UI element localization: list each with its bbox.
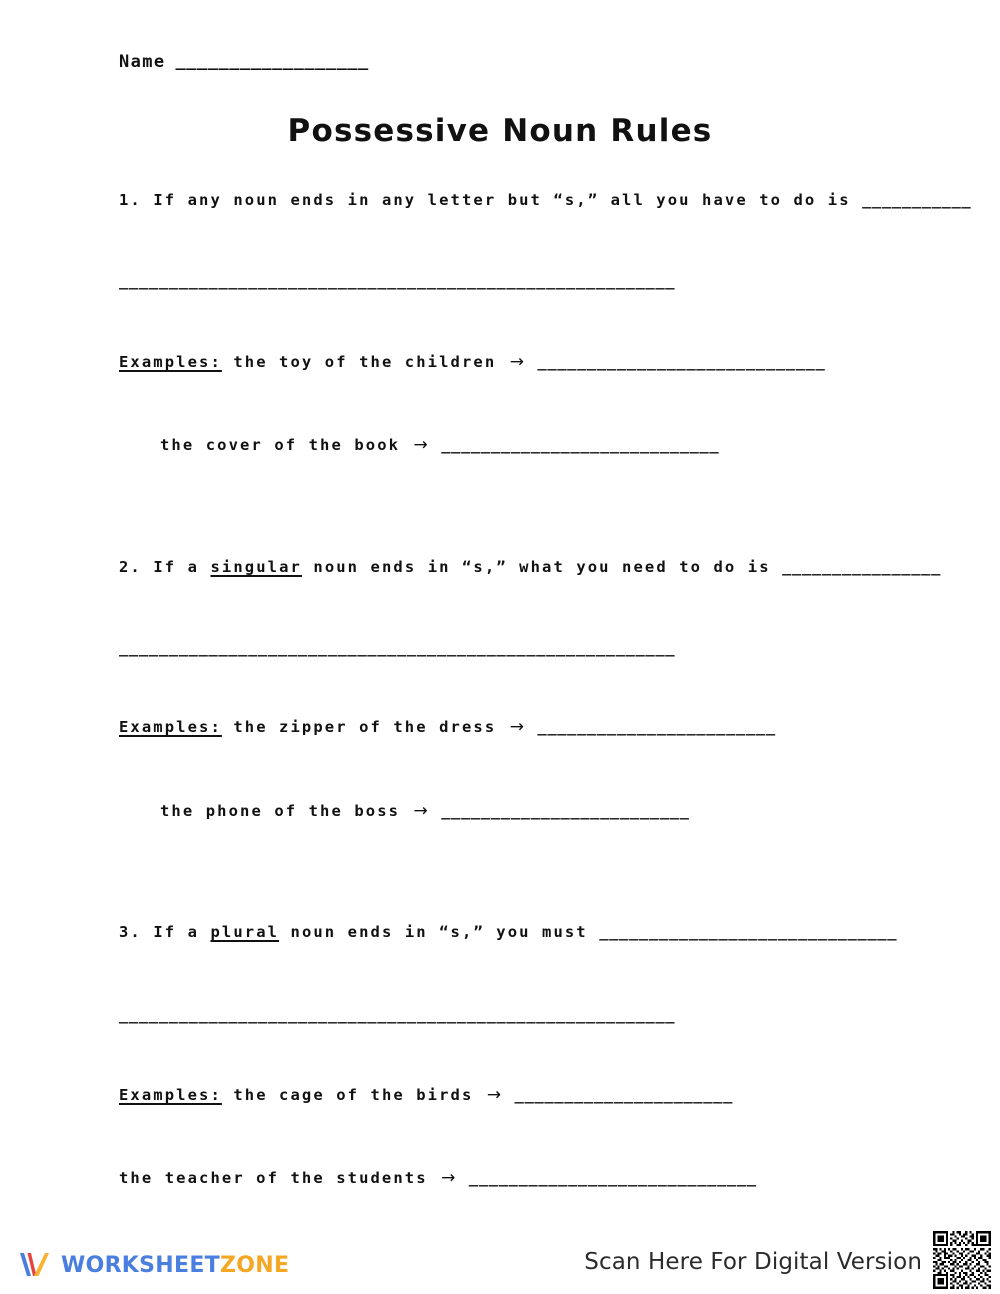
arrow-right-icon: → [413,435,428,455]
rule-1-number: 1. [119,191,142,209]
rule-2-examples-label: Examples: [119,718,222,736]
logo-text-worksheet: WORKSHEET [61,1252,220,1278]
arrow-right-icon: → [509,717,524,737]
rule-1-blank[interactable]: ___________ [862,191,972,209]
name-field-row [119,52,369,72]
rule-2-answer-line[interactable]: ________________________________________________________ [119,639,676,657]
rule-2-example-1 [119,717,776,737]
rule-1-statement [119,191,971,210]
name-input-blank[interactable]: __________________ [175,51,369,71]
rule-2-example-1-blank[interactable]: ________________________ [537,718,776,736]
logo-text-zone: ZONE [219,1252,290,1278]
rule-3-example-2-prompt: the teacher of the students [119,1169,428,1187]
rule-2-example-1-prompt: the zipper of the dress [233,718,497,736]
rule-3-text-after: noun ends in “s,” you must [290,923,588,941]
rule-3-examples-label: Examples: [119,1086,222,1104]
rule-3-blank[interactable]: ______________________________ [599,923,898,941]
rule-1-example-1-prompt: the toy of the children [233,353,497,371]
rule-2-text-after: noun ends in “s,” what you need to do is [313,558,771,576]
rule-2-example-2 [160,801,690,821]
scan-here-label: Scan Here For Digital Version [584,1249,922,1275]
rule-3-statement [119,923,897,942]
rule-2-text-before: If a [153,558,200,576]
rule-2-number: 2. [119,558,142,576]
rule-1-example-2-prompt: the cover of the book [160,436,401,454]
arrow-right-icon: → [509,352,524,372]
rule-3-example-1 [119,1085,733,1105]
arrow-right-icon: → [441,1168,456,1188]
qr-code[interactable] [931,1229,993,1291]
worksheet-zone-logo-mark-icon [18,1250,52,1280]
worksheet-zone-logo-text [61,1253,289,1278]
rule-3-answer-line[interactable]: ________________________________________________________ [119,1006,676,1024]
rule-2-example-2-blank[interactable]: _________________________ [441,802,690,820]
rule-1-examples-label: Examples: [119,353,222,371]
rule-1-example-1-blank[interactable]: _____________________________ [537,353,826,371]
rule-3-example-2 [119,1168,757,1188]
rule-2-emphasis: singular [210,558,302,576]
rule-3-example-1-prompt: the cage of the birds [233,1086,474,1104]
rule-1-text: If any noun ends in any letter but “s,” all you have to do is [153,191,851,209]
arrow-right-icon: → [486,1085,502,1105]
rule-3-emphasis: plural [210,923,280,941]
worksheet-zone-logo[interactable] [18,1250,289,1280]
name-label: Name [119,52,166,72]
rule-3-number: 3. [119,923,142,941]
rule-1-example-2 [160,435,719,455]
rule-1-example-2-blank[interactable]: ____________________________ [441,436,720,454]
rule-1-answer-line[interactable]: ________________________________________________________ [119,272,676,290]
rule-3-example-1-blank[interactable]: ______________________ [514,1086,734,1104]
arrow-right-icon: → [413,801,428,821]
page-title: Possessive Noun Rules [287,113,713,149]
rule-2-blank[interactable]: ________________ [782,558,942,576]
rule-1-example-1 [119,352,825,372]
rule-2-statement [119,558,941,577]
rule-2-example-2-prompt: the phone of the boss [160,802,401,820]
rule-3-text-before: If a [153,923,200,941]
rule-3-example-2-blank[interactable]: _____________________________ [468,1169,757,1187]
